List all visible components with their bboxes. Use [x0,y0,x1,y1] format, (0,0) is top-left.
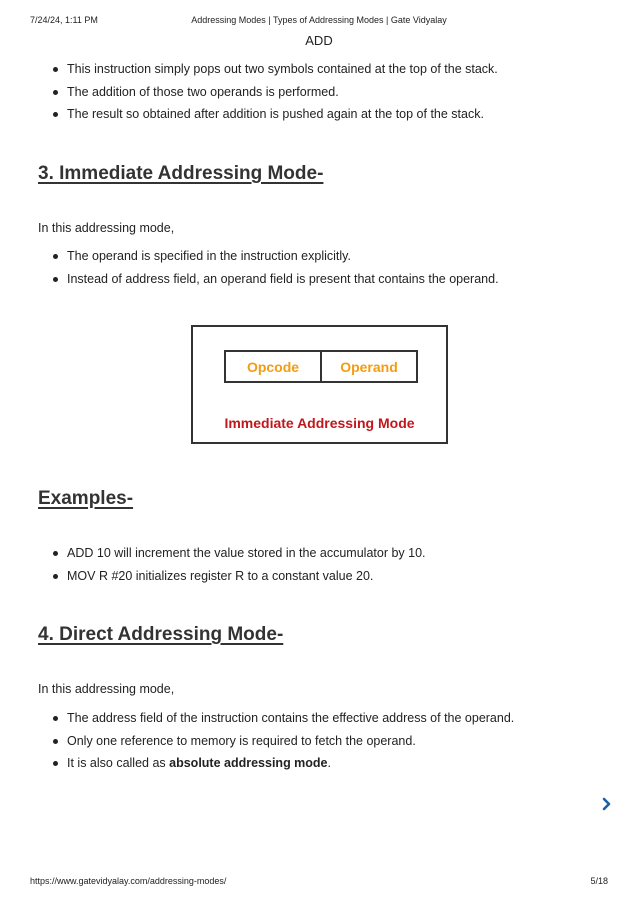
list-item [52,756,514,779]
stack-bullet-list [52,62,498,130]
list-item: The result so obtained after addition is pushed again at the top of the stack. [52,107,498,130]
list-item: This instruction simply pops out two symbols contained at the top of the stack. [52,62,498,85]
code-line: ADD [305,33,333,48]
list-item: MOV R #20 initializes register R to a constant value 20. [52,569,426,592]
examples-bullet-list [52,546,426,591]
immediate-mode-diagram [191,325,448,444]
chevron-right-icon[interactable] [601,797,613,811]
section-heading-immediate: 3. Immediate Addressing Mode- [38,163,324,184]
direct-bullet-list [52,711,514,779]
list-item: Instead of address field, an operand field is present that contains the operand. [52,272,499,295]
print-datetime: 7/24/24, 1:11 PM [30,15,98,25]
section-heading-direct: 4. Direct Addressing Mode- [38,624,284,645]
list-item: The address field of the instruction contains the effective address of the operand. [52,711,514,734]
bold-term: absolute addressing mode [169,756,328,770]
instruction-format [224,350,418,383]
list-item: Only one reference to memory is required to fetch the operand. [52,734,514,757]
list-item: ADD 10 will increment the value stored in the accumulator by 10. [52,546,426,569]
page-number: 5/18 [590,876,608,886]
diagram-caption: Immediate Addressing Mode [224,415,415,431]
print-url: https://www.gatevidyalay.com/addressing-modes/ [30,876,227,886]
section-heading-examples: Examples- [38,488,134,509]
list-item: The addition of those two operands is performed. [52,85,498,108]
immediate-bullet-list [52,249,499,294]
section-intro: In this addressing mode, [38,221,175,235]
list-item: The operand is specified in the instruction explicitly. [52,249,499,272]
operand-field: Operand [320,352,416,381]
section-intro: In this addressing mode, [38,682,175,696]
print-header [0,15,638,29]
list-item-text: . [327,756,331,770]
opcode-field: Opcode [246,358,300,375]
list-item-text: It is also called as [67,756,170,770]
print-page-title: Addressing Modes | Types of Addressing Modes | Gate Vidyalay [191,15,447,25]
